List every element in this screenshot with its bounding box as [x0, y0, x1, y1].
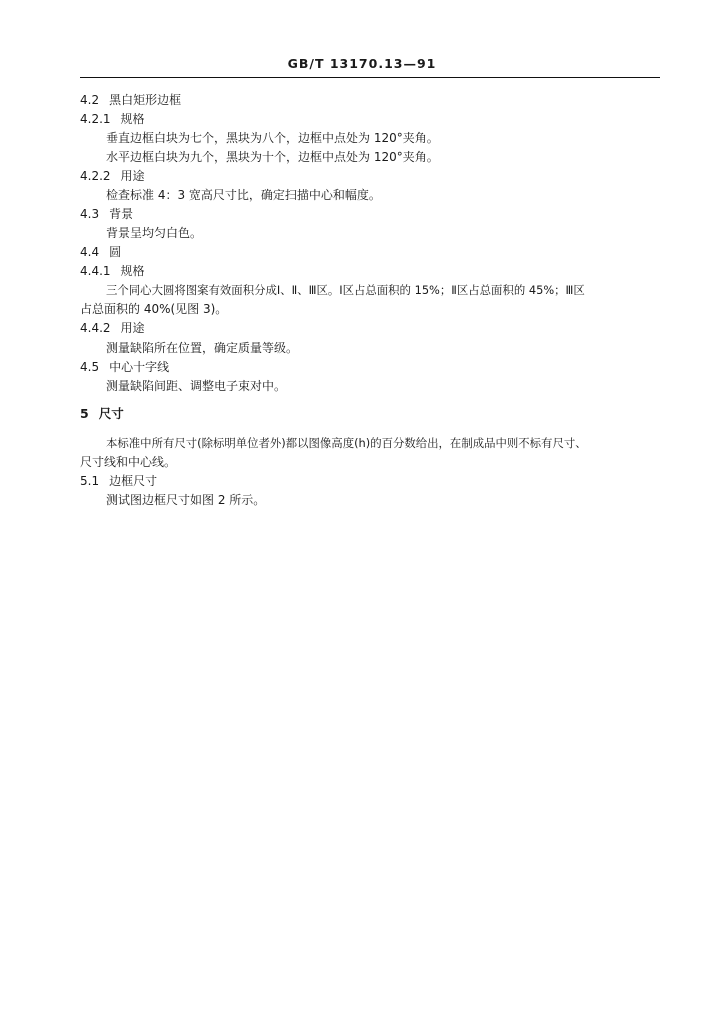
section-number: 5.1: [80, 474, 100, 488]
paragraph: 尺寸线和中心线。: [80, 455, 177, 469]
section-number: 4.2.2: [80, 169, 111, 183]
section-number: 4.2.1: [80, 112, 111, 126]
section-title: 背景: [109, 207, 134, 221]
section-title: 黑白矩形边框: [109, 93, 182, 107]
header-rule: [80, 77, 660, 78]
section-title: 边框尺寸: [109, 474, 158, 488]
section-title: 规格: [120, 112, 145, 126]
paragraph: 水平边框白块为九个，黑块为十个，边框中点处为 120°夹角。: [106, 150, 439, 164]
section-title: 圆: [109, 245, 122, 259]
paragraph: 本标准中所有尺寸(除标明单位者外)都以图像高度(h)的百分数给出，在制成品中则不标有尺寸、: [106, 436, 587, 450]
section-title: 规格: [120, 264, 145, 278]
section-4-2-1-heading: [80, 111, 145, 127]
paragraph: 垂直边框白块为七个，黑块为八个，边框中点处为 120°夹角。: [106, 131, 439, 145]
section-number: 4.4.1: [80, 264, 111, 278]
section-number: 4.4.2: [80, 321, 111, 335]
section-4-3-heading: [80, 206, 133, 222]
paragraph: 测量缺陷所在位置，确定质量等级。: [106, 341, 299, 355]
paragraph: 测试图边框尺寸如图 2 所示。: [106, 493, 266, 507]
section-4-4-2-heading: [80, 320, 145, 336]
paragraph: 测量缺陷间距、调整电子束对中。: [106, 379, 287, 393]
paragraph: 三个同心大圆将图案有效面积分成Ⅰ、Ⅱ、Ⅲ区。Ⅰ区占总面积的 15%；Ⅱ区占总面积的 45%；Ⅲ区: [106, 283, 585, 297]
section-4-5-heading: [80, 359, 169, 375]
section-number: 4.5: [80, 360, 100, 374]
section-number: 4.2: [80, 93, 100, 107]
section-4-4-1-heading: [80, 263, 145, 279]
section-5-heading: [80, 406, 124, 422]
paragraph: 检查标准 4：3 宽高尺寸比，确定扫描中心和幅度。: [106, 188, 381, 202]
paragraph: 背景呈均匀白色。: [106, 226, 203, 240]
section-number: 5: [80, 406, 89, 421]
section-title: 用途: [120, 321, 145, 335]
section-number: 4.3: [80, 207, 100, 221]
section-title: 中心十字线: [109, 360, 170, 374]
section-5-1-heading: [80, 473, 157, 489]
standard-code-header: GB/T 13170.13—91: [287, 56, 437, 71]
section-number: 4.4: [80, 245, 100, 259]
section-title: 用途: [120, 169, 145, 183]
paragraph: 占总面积的 40%(见图 3)。: [80, 302, 228, 316]
section-4-2-2-heading: [80, 168, 145, 184]
section-title: 尺寸: [98, 406, 124, 421]
section-4-2-heading: [80, 92, 181, 108]
section-4-4-heading: [80, 244, 121, 260]
